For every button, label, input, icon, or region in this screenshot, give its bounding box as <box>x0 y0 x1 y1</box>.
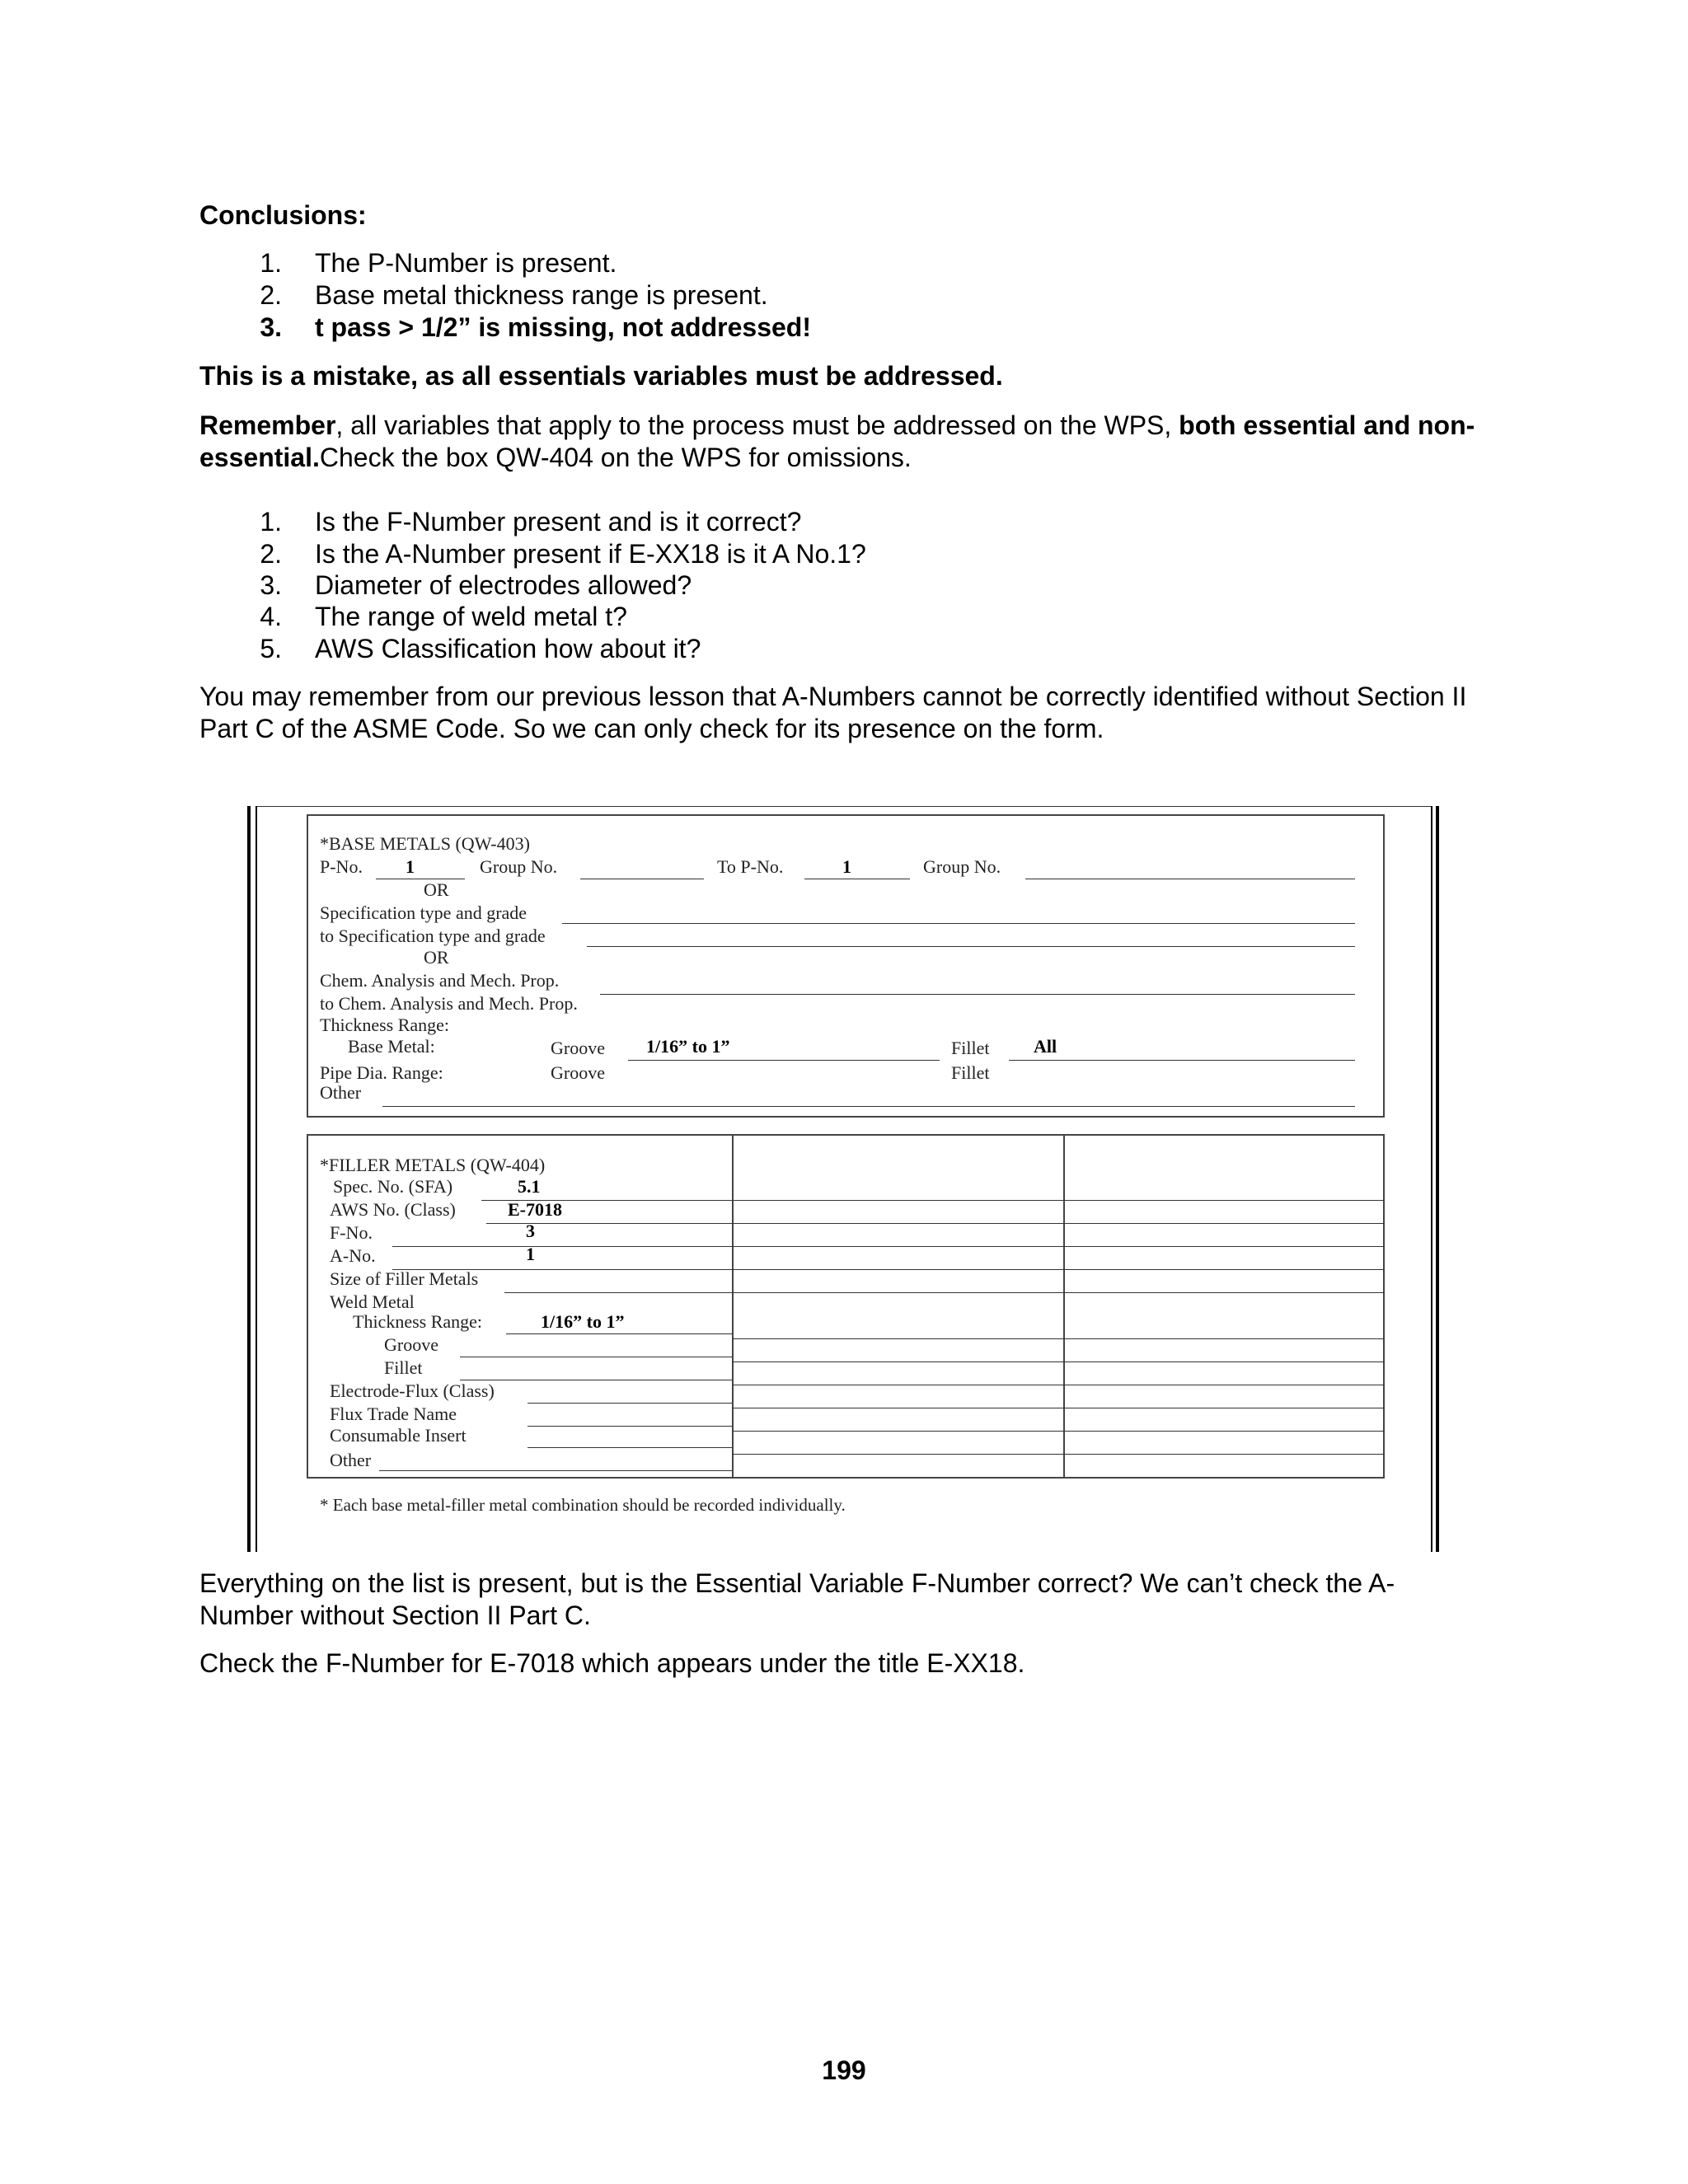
flux-trade-label: Flux Trade Name <box>330 1404 457 1424</box>
question-item: 4. The range of weld metal t? <box>260 602 627 631</box>
a-no-value: 1 <box>526 1244 535 1264</box>
weld-groove-label: Groove <box>384 1334 438 1355</box>
aws-no-label: AWS No. (Class) <box>330 1199 456 1220</box>
wps-form-excerpt <box>247 806 1441 1556</box>
filler-row-line <box>732 1269 1385 1270</box>
check-paragraph: Check the F-Number for E-7018 which appears under the title E-XX18. <box>199 1648 1025 1678</box>
conclusions-heading: Conclusions: <box>199 200 367 230</box>
or-label: OR <box>424 879 449 900</box>
weld-fillet-label: Fillet <box>384 1357 423 1378</box>
pipe-groove-label: Groove <box>551 1062 605 1083</box>
consumable-label: Consumable Insert <box>330 1425 467 1446</box>
to-spec-line <box>587 946 1355 947</box>
to-p-no-value: 1 <box>842 856 851 877</box>
size-filler-label: Size of Filler Metals <box>330 1268 479 1289</box>
form-border-left-inner <box>256 806 257 1552</box>
aws-no-value: E-7018 <box>508 1199 562 1220</box>
p-no-value: 1 <box>406 856 415 877</box>
groove-value: 1/16” to 1” <box>646 1036 730 1057</box>
f-no-line <box>392 1246 732 1247</box>
weld-metal-label: Weld Metal <box>330 1291 415 1312</box>
filler-other-label: Other <box>330 1450 372 1470</box>
to-p-no-label: To P-No. <box>717 856 784 877</box>
a-numbers-paragraph: You may remember from our previous lesson that A-Numbers cannot be correctly identified without Section II Part C of the ASME Code. So we can only check for its presence on the form. <box>199 682 1467 743</box>
chem-line <box>600 994 1355 995</box>
fillet-value: All <box>1034 1036 1057 1057</box>
or-label-2: OR <box>424 947 449 968</box>
filler-row-line <box>732 1338 1385 1339</box>
base-metal-label: Base Metal: <box>348 1036 435 1057</box>
filler-other-line <box>379 1470 732 1471</box>
pipe-dia-label: Pipe Dia. Range: <box>320 1062 443 1083</box>
thickness-range-label: Thickness Range: <box>320 1015 450 1035</box>
spec-label: Specification type and grade <box>320 902 528 923</box>
groove-label: Groove <box>551 1038 605 1058</box>
f-no-value: 3 <box>526 1221 535 1241</box>
filler-metals-title: *FILLER METALS (QW-404) <box>320 1155 546 1175</box>
filler-metals-box <box>307 1134 1385 1479</box>
f-no-label: F-No. <box>330 1222 373 1243</box>
to-chem-label: to Chem. Analysis and Mech. Prop. <box>320 993 578 1014</box>
chem-label: Chem. Analysis and Mech. Prop. <box>320 970 560 991</box>
base-other-label: Other <box>320 1082 362 1103</box>
form-border-right <box>1436 806 1439 1552</box>
group-no-label: Group No. <box>480 856 558 877</box>
form-top-line <box>257 806 1431 807</box>
page-number: 199 <box>822 2055 866 2085</box>
question-item: 1. Is the F-Number present and is it correct? <box>260 507 802 537</box>
electrode-flux-label: Electrode-Flux (Class) <box>330 1380 495 1401</box>
a-no-label: A-No. <box>330 1245 376 1266</box>
filler-column-divider-2 <box>1063 1134 1065 1479</box>
flux-trade-line <box>528 1426 732 1427</box>
base-metals-title: *BASE METALS (QW-403) <box>320 833 530 854</box>
conclusion-item: 2. Base metal thickness range is present. <box>260 280 768 310</box>
form-footnote: * Each base metal-filler metal combination should be recorded individually. <box>320 1495 846 1515</box>
conclusion-item: 1. The P-Number is present. <box>260 248 617 278</box>
filler-row-line <box>732 1223 1385 1224</box>
filler-row-line <box>732 1292 1385 1293</box>
spec-line <box>562 923 1355 924</box>
groove-line <box>628 1060 940 1061</box>
size-filler-line <box>504 1292 732 1293</box>
fillet-line <box>1009 1060 1355 1061</box>
to-spec-label: to Specification type and grade <box>320 926 546 946</box>
spec-no-value: 5.1 <box>518 1176 541 1197</box>
filler-row-line <box>732 1246 1385 1247</box>
consumable-line <box>528 1447 732 1448</box>
aws-no-line <box>486 1223 732 1224</box>
electrode-flux-line <box>528 1403 732 1404</box>
filler-row-line <box>732 1200 1385 1201</box>
weld-thickness-line <box>506 1333 732 1334</box>
conclusion-item: 3. t pass > 1/2” is missing, not addressed! <box>260 312 811 342</box>
filler-row-line <box>732 1361 1385 1362</box>
base-other-line <box>382 1106 1355 1107</box>
form-border-left <box>247 806 251 1552</box>
everything-paragraph: Everything on the list is present, but is the Essential Variable F-Number correct? We can’t check the A-Number without Section II Part C. <box>199 1568 1395 1630</box>
weld-thickness-value: 1/16” to 1” <box>541 1311 625 1332</box>
p-no-label: P-No. <box>320 856 363 877</box>
form-border-right-inner <box>1431 806 1432 1552</box>
remember-paragraph: Remember, all variables that apply to the process must be addressed on the WPS, both essential and non-essential.Check the box QW-404 on the WPS for omissions. <box>199 410 1475 472</box>
question-item: 3. Diameter of electrodes allowed? <box>260 570 692 600</box>
filler-column-divider-1 <box>732 1134 734 1479</box>
weld-thickness-label: Thickness Range: <box>353 1311 483 1332</box>
group-no-label-2: Group No. <box>923 856 1001 877</box>
pipe-fillet-label: Fillet <box>951 1062 990 1083</box>
mistake-line: This is a mistake, as all essentials variables must be addressed. <box>199 361 1003 391</box>
fillet-label: Fillet <box>951 1038 990 1058</box>
filler-row-line <box>732 1454 1385 1455</box>
question-item: 2. Is the A-Number present if E-XX18 is it A No.1? <box>260 539 866 569</box>
question-item: 5. AWS Classification how about it? <box>260 634 701 663</box>
spec-no-label: Spec. No. (SFA) <box>333 1176 453 1197</box>
filler-row-line <box>732 1431 1385 1432</box>
